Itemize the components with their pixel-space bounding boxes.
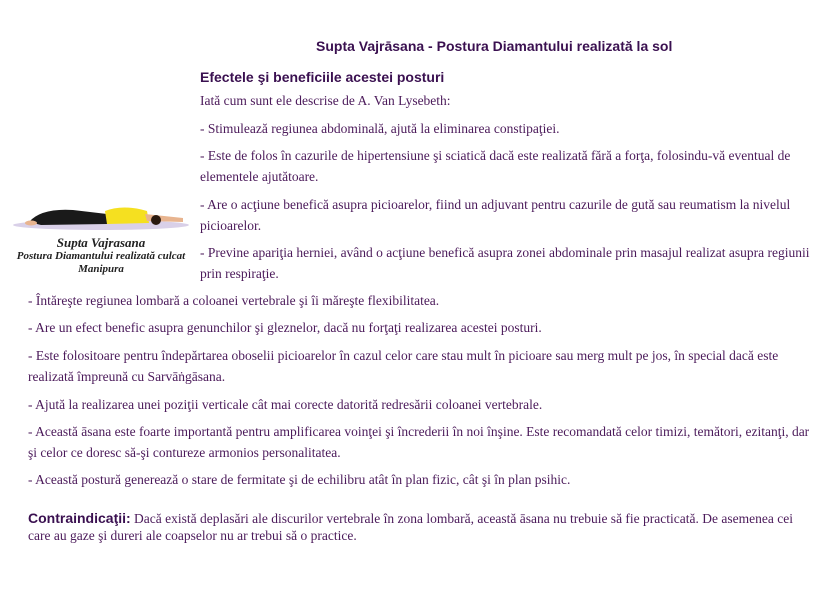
- pose-illustration: [11, 194, 191, 232]
- intro-text: Iată cum sunt ele descrise de A. Van Lysebeth:: [200, 93, 451, 108]
- figure-caption-sub: Postura Diamantului realizată culcat: [16, 250, 186, 262]
- pose-figure: [6, 194, 196, 276]
- effect-item: - Stimulează regiunea abdominală, ajută la eliminarea constipaţiei.: [200, 121, 560, 136]
- effect-item: - Are o acţiune benefică asupra picioarelor, fiind un adjuvant pentru cazurile de gută sau reumatism la nivelul picioarelor.: [200, 197, 791, 233]
- pose-feet: [25, 221, 37, 226]
- pose-legs: [29, 210, 107, 225]
- section-heading: Efectele şi beneficiile acestei posturi: [200, 69, 445, 85]
- effect-item: - Întăreşte regiunea lombară a coloanei vertebrale şi îi măreşte flexibilitatea.: [28, 293, 440, 308]
- effect-item: - Această postură generează o stare de fermitate şi de echilibru atât în plan fizic, cât şi în plan psihic.: [28, 472, 571, 487]
- figure-caption-name: Supta Vajrasana: [56, 235, 146, 250]
- page-title: Supta Vajrāsana - Postura Diamantului realizată la sol: [316, 38, 673, 54]
- effect-item: - Această āsana este foarte importantă pentru amplificarea voinţei şi încrederii în noi înşine. Este recomandată celor timizi, temători, ezitanţi, dar şi celor ce doresc să-şi contureze armonios personalitatea.: [28, 424, 810, 460]
- contraindications-text: Dacă există deplasări ale discurilor vertebrale în zona lombară, această āsana nu trebuie să fie practicată. De asemenea cei care au gaze şi dureri ale coapselor nu ar trebui să o practice.: [28, 511, 793, 543]
- effect-item: - Este folositoare pentru îndepărtarea oboselii picioarelor în cazul celor care stau mult în picioare sau merg mult pe jos, în special dacă este realizată împreună cu Sarvāṅgāsana.: [28, 348, 779, 384]
- contraindications-label: Contraindicaţii:: [28, 510, 131, 526]
- effect-item: - Previne apariţia herniei, având o acţiune benefică asupra zonei abdominale prin masajul realizat asupra regiunii prin respiraţie.: [200, 245, 810, 281]
- pose-arm: [145, 214, 183, 222]
- effect-item: - Are un efect benefic asupra genunchilor şi gleznelor, dacă nu forţaţi realizarea acestei posturi.: [28, 320, 542, 335]
- pose-head: [151, 215, 161, 225]
- contraindications: [28, 510, 818, 544]
- pose-torso: [105, 208, 149, 225]
- figure-caption-chakra: Manipura: [78, 263, 124, 275]
- effect-item: - Ajută la realizarea unei poziţii verticale cât mai corecte datorită redresării coloanei vertebrale.: [28, 397, 543, 412]
- effect-item: - Este de folos în cazurile de hipertensiune şi sciatică dacă este realizată fără a forţa, folosindu-vă eventual de elementele ajutătoare.: [200, 148, 791, 184]
